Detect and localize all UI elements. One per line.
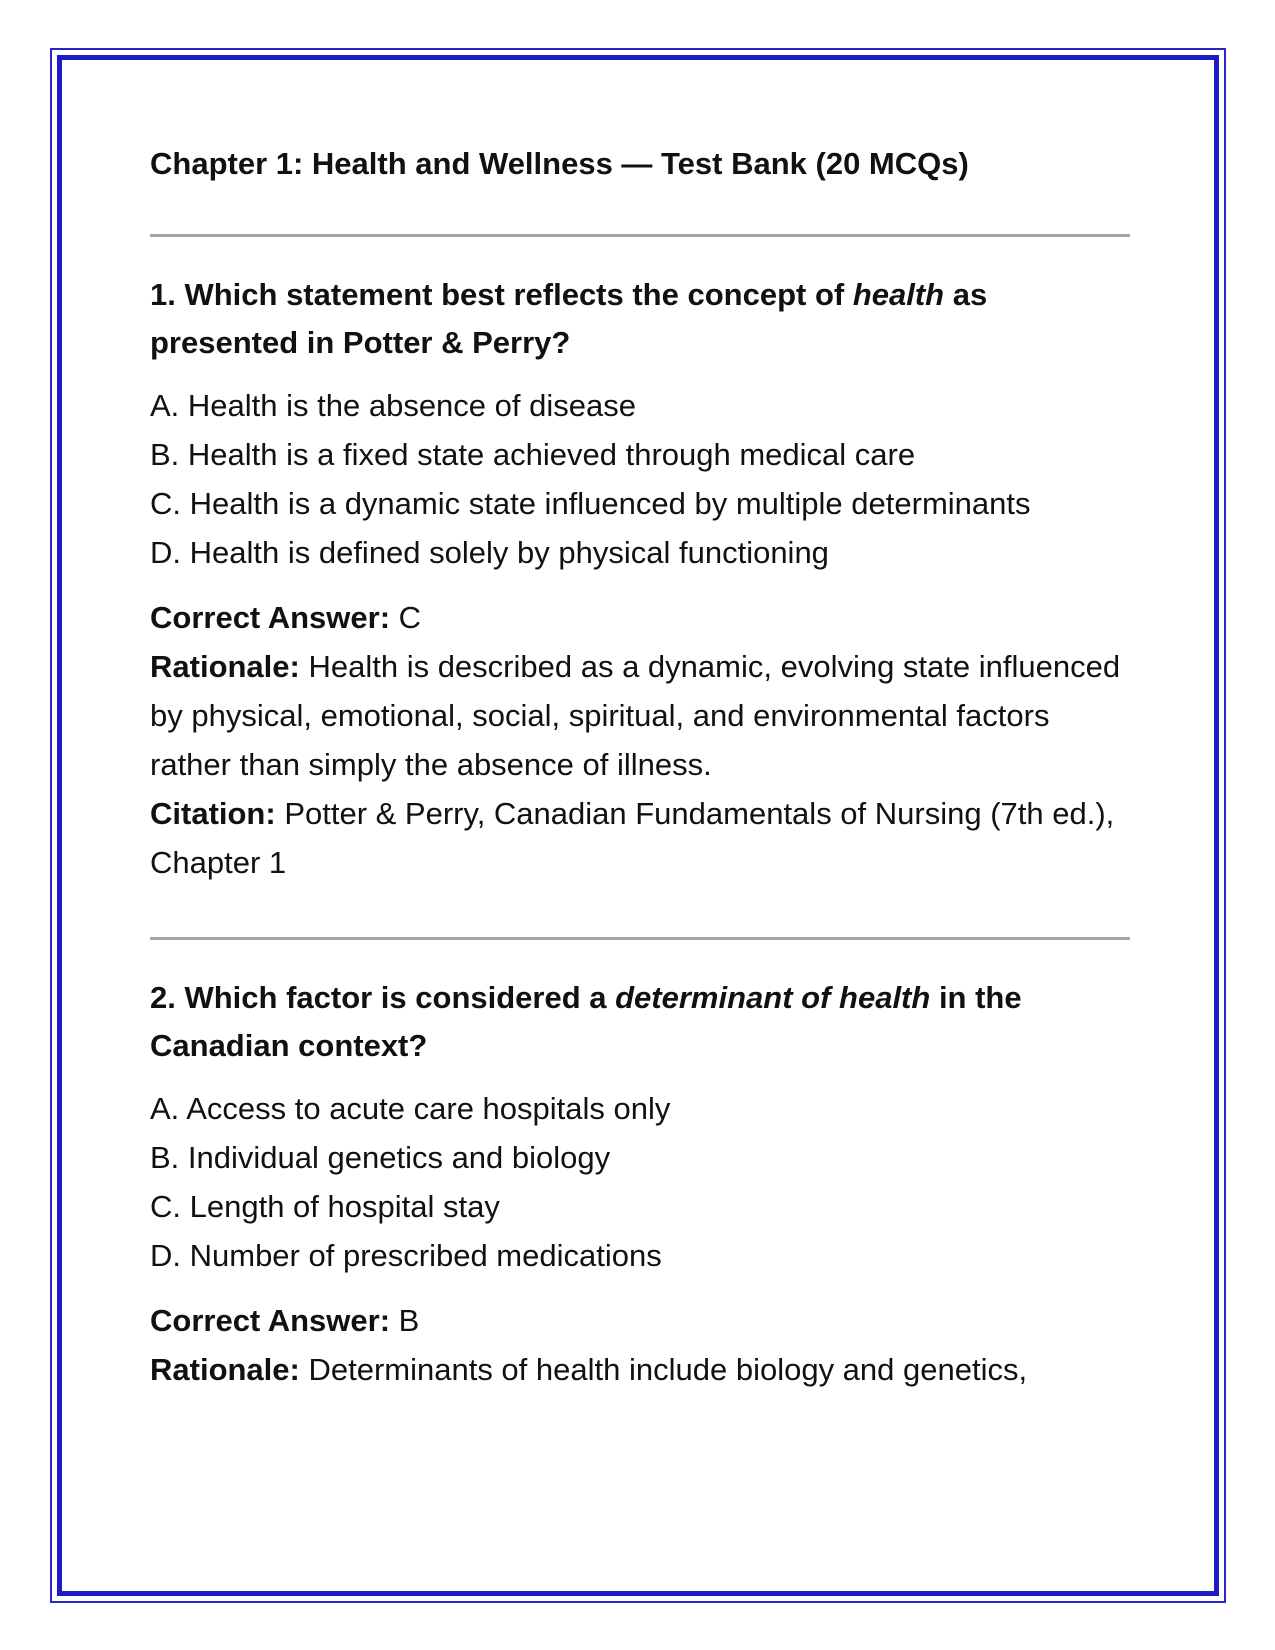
correct-answer: [150, 1296, 1130, 1345]
question-stem: [150, 974, 1130, 1070]
option-a: A. Health is the absence of disease: [150, 388, 636, 423]
rationale-label: Rationale:: [150, 649, 300, 684]
section-divider: [150, 937, 1130, 940]
question-stem-suffix: as presented in Potter & Perry?: [150, 277, 988, 360]
correct-answer: [150, 593, 1130, 642]
rationale-text: Determinants of health include biology and genetics,: [299, 1352, 1028, 1387]
correct-answer-label: Correct Answer:: [150, 1303, 391, 1338]
option-a: A. Access to acute care hospitals only: [150, 1091, 671, 1126]
rationale-text: Health is described as a dynamic, evolving state influenced by physical, emotional, social, spiritual, and environmental factors rather than simply the absence of illness.: [150, 649, 1121, 782]
option-list: [150, 1084, 1130, 1280]
question-stem-prefix: 2. Which factor is considered a: [150, 980, 616, 1015]
question-stem-emphasis: determinant of health: [615, 980, 931, 1015]
question-stem-prefix: 1. Which statement best reflects the concept of: [150, 277, 853, 312]
citation: [150, 789, 1130, 887]
section-divider: [150, 234, 1130, 237]
document-title: Chapter 1: Health and Wellness — Test Bank (20 MCQs): [150, 146, 969, 181]
rationale: [150, 642, 1130, 789]
question-block: [150, 271, 1130, 887]
rationale-label: Rationale:: [150, 1352, 300, 1387]
option-d: D. Number of prescribed medications: [150, 1238, 662, 1273]
correct-answer-value: B: [390, 1303, 420, 1338]
option-b: B. Health is a fixed state achieved through medical care: [150, 437, 916, 472]
document-body: [150, 144, 1130, 1394]
option-b: B. Individual genetics and biology: [150, 1140, 611, 1175]
question-stem-suffix: in the Canadian context?: [150, 980, 1022, 1063]
option-c: C. Length of hospital stay: [150, 1189, 500, 1224]
citation-label: Citation:: [150, 796, 276, 831]
correct-answer-label: Correct Answer:: [150, 600, 391, 635]
citation-text: Potter & Perry, Canadian Fundamentals of Nursing (7th ed.), Chapter 1: [150, 796, 1115, 880]
rationale: [150, 1345, 1130, 1394]
option-c: C. Health is a dynamic state influenced by multiple determinants: [150, 486, 1031, 521]
correct-answer-value: C: [390, 600, 422, 635]
option-list: [150, 381, 1130, 577]
question-block: [150, 974, 1130, 1394]
question-stem-emphasis: health: [852, 277, 945, 312]
answer-block: [150, 593, 1130, 887]
answer-block: [150, 1296, 1130, 1394]
question-stem: [150, 271, 1130, 367]
option-d: D. Health is defined solely by physical functioning: [150, 535, 829, 570]
